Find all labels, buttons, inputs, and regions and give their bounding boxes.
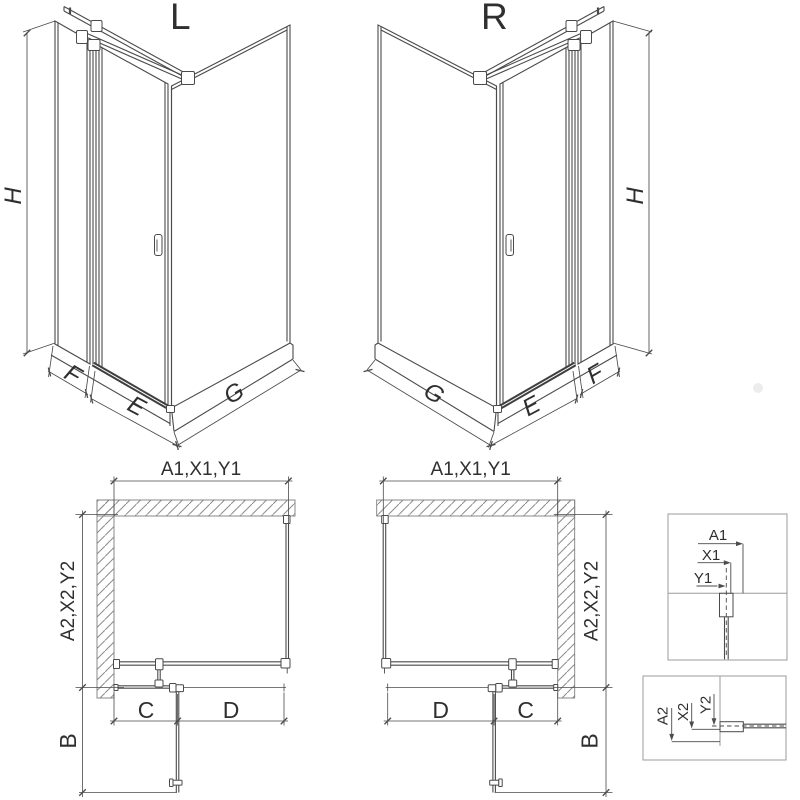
plan-left-door-segment-label: D [222,697,240,723]
drawing-stroke [156,659,164,670]
plan-view-left [76,477,296,798]
iso-right-return-panel-dim-label: F [582,359,609,390]
drawing-stroke [170,684,177,693]
detail-top-dim-x1-label: X1 [701,547,721,564]
drawing-stroke [488,685,496,692]
drawing-stroke [558,500,575,698]
drawing-stroke [509,659,517,670]
plan-right-door-swing-label: B [576,733,603,749]
drawing-stroke [500,46,569,406]
drawing-stroke [474,72,487,85]
detail-bottom-dim-x2-label: X2 [675,702,692,722]
detail-top-dim-a1-label: A1 [708,527,728,544]
drawing-stroke [176,370,301,446]
drawing-stroke [566,21,577,32]
drawing-stroke [613,343,652,354]
iso-left-label: L [170,0,191,37]
drawing-stroke [88,40,100,51]
drawing-stroke [64,11,186,78]
iso-left-return-panel-dim-label: F [59,359,86,390]
drawing-stroke [86,33,183,76]
detail-top-dim-y1-label: Y1 [693,570,713,587]
iso-right-height-dim-label: H [622,187,649,205]
iso-right-side-panel-dim-label: G [418,377,449,410]
drawing-stroke [377,500,575,516]
plan-left-door-swing-label: B [55,733,81,749]
drawing-stroke [86,37,183,80]
iso-left-height-dim-label: H [0,187,27,205]
plan-right-width-dim-label: A1,X1,Y1 [430,459,511,480]
drawing-stroke [91,21,102,32]
drawing-stroke [367,360,375,370]
drawing-stroke [281,659,290,669]
drawing-stroke [613,21,652,32]
plan-left-depth-dim-label: A2,X2,Y2 [58,560,79,642]
plan-right-depth-dim-label: A2,X2,Y2 [581,560,603,642]
drawing-stroke [114,660,120,669]
drawing-stroke [364,369,373,371]
drawing-stroke [375,343,378,359]
iso-right-label: R [481,0,508,37]
drawing-stroke [494,406,502,413]
drawing-stroke [284,516,291,524]
plan-left-width-dim-label: A1,X1,Y1 [160,459,242,480]
drawing-stroke [668,514,787,660]
plan-left-fixed-segment-label: C [137,697,155,723]
drawing-stroke [173,780,182,785]
drawing-stroke [296,369,305,371]
drawing-stroke [155,235,163,256]
drawing-stroke [97,500,114,698]
detail-bottom-dim-y2-label: Y2 [697,695,715,715]
drawing-stroke [182,72,195,85]
drawing-stroke [720,722,743,732]
drawing-stroke [485,37,582,80]
iso-left-side-panel-dim-label: G [219,377,250,410]
drawing-stroke [490,780,499,785]
drawing-stroke [97,500,295,516]
drawing-stroke [496,684,503,693]
watermark-dot [753,383,763,393]
drawing-stroke [293,360,301,370]
iso-view-right [364,7,653,450]
detail-view-horizontal-dims [668,514,787,660]
iso-left-door-dim-label: E [123,390,150,423]
detail-bottom-dim-a2-label: A2 [654,706,672,726]
drawing-stroke [167,406,175,413]
drawing-stroke [499,779,503,787]
drawing-stroke [509,680,517,687]
iso-right-door-dim-label: E [518,390,545,423]
drawing-stroke [498,355,617,424]
drawing-stroke [506,235,514,256]
drawing-stroke [290,343,293,359]
drawing-stroke [568,40,580,51]
drawing-stroke [578,21,613,364]
drawing-stroke [55,21,90,364]
drawing-stroke [176,685,184,692]
drawing-stroke [485,33,582,76]
drawing-stroke [552,660,558,669]
drawing-stroke [23,21,55,32]
drawing-stroke [382,659,391,669]
plan-right-fixed-segment-label: C [517,697,535,723]
drawing-stroke [170,779,174,787]
drawing-stroke [99,46,168,406]
drawing-stroke [155,680,163,687]
plan-right-door-segment-label: D [432,697,450,723]
drawing-stroke [581,31,592,44]
drawing-stroke [77,31,88,44]
drawing-stroke [382,516,389,524]
